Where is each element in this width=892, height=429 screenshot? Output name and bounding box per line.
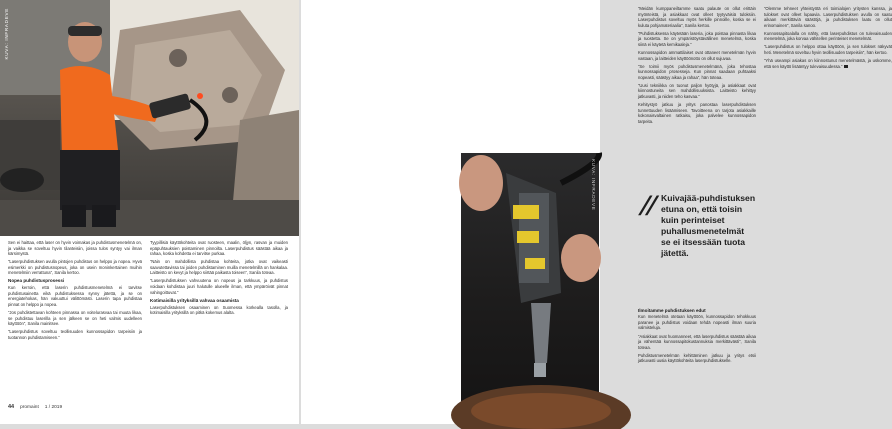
right-text-column-2 [764, 6, 892, 72]
body-paragraph: Puhdistusmenetelmän kehittäminen jatkuu ja yritys etsii jatkuvasti uusia käyttökohteita laserpuhdistukselle. [638, 352, 756, 364]
body-paragraph: Kun menetelmä otetaan käyttöön, kunnossapidon tehokkuus paranee ja puhdistus voidaan tehdä nopeasti ilman suuria valmisteluja. [638, 314, 756, 331]
body-paragraph: Kehitystyö jatkuu ja yritys panostaa laserpuhdistuksen tunnettuuden lisäämiseen. Tavoitteena on tarjota asiakkaille kokonaisvaltainen ratkaisu, joka palvelee kunnossapidon tarpeita. [638, 102, 756, 124]
pull-quote [636, 191, 756, 259]
body-paragraph: Tyypillisiä käyttökohteita ovat ruosteen, maalin, öljyn, rasvan ja muiden epäpuhtauksien poistaminen pinnoilta. Laserpuhdistus säästää aikaa ja rahaa, koska kohdetta ei tarvitse purkaa. [150, 240, 288, 257]
photo-credit: KUVA: INFRADEVE [591, 159, 596, 211]
body-paragraph: ”Puhdistuksessa käytetään laseria, joka poistaa pinnasta likaa ja ruostetta. Se on ympäristöystävällinen menetelmä, koska siinä ei käytetä kemikaaleja.” [638, 30, 756, 47]
pull-quote-text: Kuivajää-puhdistuksen etuna on, että toisin kuin perinteiset puhallusmenetelmät se ei itsessään tuota jätettä. [661, 193, 756, 258]
left-text-column-1 [8, 240, 142, 343]
magazine-name: promaint [20, 405, 39, 410]
page-footer [8, 404, 62, 410]
section-heading: Kotimaisilla yrityksillä vahvaa osaamista [150, 297, 239, 303]
right-text-column-1 [638, 6, 756, 127]
left-page [0, 0, 299, 424]
section-heading: Nopea puhdistusprosessi [8, 278, 65, 284]
blasting-gun-illustration [461, 153, 599, 424]
body-paragraph: ”Uusi tekniikka on tuonut paljon hyötyjä, ja asiakkaat ovat kiinnostuneita sen mahdollisuuksista. Laitteisto kehittyy jatkuvasti, ja niiden teho kasvaa.” [638, 82, 756, 100]
worker-photo-illustration [0, 0, 299, 236]
body-paragraph: ”Laserpuhdistuksen avulla pintojen puhdistus on helppo ja nopea. Hyvä esimerkki on puhdistusnopeus, joka on usein moninkertainen muihin menetelmiin verrattuna”, Sanila kertoo. [8, 259, 142, 276]
body-paragraph: Laserpuhdistuksen osaaminen on Suomessa korkealla tasolla, ja kotimaisilla yrityksillä on pitkä kokemus alalta. [150, 304, 288, 316]
body-paragraph: ”Yhä useampi asiakas on kiinnostunut menetelmästä, ja uskomme, että sen käyttö lisääntyy tulevaisuudessa.” [764, 58, 892, 69]
page-number: 44 [8, 404, 15, 410]
right-bottom-column [638, 305, 756, 367]
body-paragraph: ”Asiakkaat ovat huomanneet, että laserpuhdistus säästää aikaa ja vähentää kunnossapitokustannuksia merkittävästi”, Sanila toteaa. [638, 333, 756, 350]
body-paragraph: ”Laserpuhdistus on helppo ottaa käyttöön, ja sen tulokset näkyvät heti. Menetelmä soveltuu hyvin teollisuuden tarpeisiin”, hän kertoo. [764, 44, 892, 56]
section-heading: Ilmoitamme puhdistuksen edut [638, 307, 706, 313]
photo-credit: KUVA: INFRADEVE [4, 8, 9, 60]
body-paragraph: Kunnossapidon ammattilaiset ovat ottaneet menetelmän hyvin vastaan, ja laitteiden käyttöönotto on ollut sujuvaa. [638, 50, 756, 61]
body-paragraph: ”Se toimii myös puhdistusmenetelmänä, joka tehostaa kunnossapidon prosesseja. Kun pinnat saadaan puhtaaksi nopeasti, säästyy aikaa ja rahaa”, hän toteaa. [638, 63, 756, 80]
body-paragraph: Kunnossapitoalalla on nähty, että laserpuhdistus on tulevaisuuden menetelmä, joka korvaa vähitellen perinteiset menetelmät. [764, 30, 892, 42]
body-paragraph: ”Laserpuhdistus soveltuu teollisuuden kunnossapidon tarpeisiin ja tuotannon puhdistamiseen.” [8, 329, 142, 340]
body-paragraph: ”Meidän kumppaneiltamme saatu palaute on ollut erittäin myönteistä, ja asiakkaat ovat olleet tyytyväisiä tuloksiin. Laserpuhdistus soveltuu myös herkille pinnoille, koska se ei kuluta pohjamateriaalia”, Sanila kertoo. [638, 6, 756, 28]
worker-laser-cleaning-photo [0, 0, 299, 236]
quote-marks-icon: // [636, 191, 659, 219]
body-paragraph: Sen ei haittaa, että laser on hyvin voimakas ja puhdistusmenetelmä on, ja vaikka se soveltuu hyvin tilanteisiin, joissa tulos syntyy vai ilman kärsimystä. [8, 240, 142, 257]
left-text-column-2 [150, 240, 288, 318]
body-paragraph: Kun kerroin, että laserin puhdistusmenetelmä ei tarvitse puhdistusainetta eikä puhdistuksessa synny jätettä, ja se on energiatehokas, hän vakuuttui välittömästi. Laserin tapa puhdistaa pinnat on helppo ja nopea. [8, 285, 142, 307]
body-paragraph: ”Näin on mahdollista puhdistaa kohteita, jotka ovat vaikeasti saavutettavissa tai joiden puhdistaminen muilla menetelmillä on hankalaa. Laitteisto on kevyt ja helppo siirtää paikasta toiseen”, Sanila toteaa. [150, 259, 288, 276]
body-paragraph: ”Laserpuhdistuksen vahvuutena on nopeus ja tarkkuus, ja puhdistus voidaan kohdistaa juuri halutulle alueelle ilman, että ympäröivät pinnat vahingoittuvat.” [150, 278, 288, 295]
body-paragraph: ”Jos puhdistettavan kohteen pinnassa on voitelurasvaa tai muuta likaa, se puhdistuu laserilla ja sen jälkeen se on heti valmis uudelleen käyttöön”, Sanila mainitsee. [8, 310, 142, 327]
dry-ice-blasting-gun-photo [461, 153, 599, 424]
article-end-mark [844, 65, 847, 68]
body-paragraph: ”Olemme tehneet yhteistyötä eri toimialojen yritysten kanssa, ja tulokset ovat olleet lupaavia. Laserpuhdistuksen avulla on saatu aikaan merkittäviä säästöjä, ja puhdistuksen laatu on ollut erinomainen”, Sanila sanoo. [764, 6, 892, 28]
issue-number: 1 / 2019 [44, 405, 63, 410]
